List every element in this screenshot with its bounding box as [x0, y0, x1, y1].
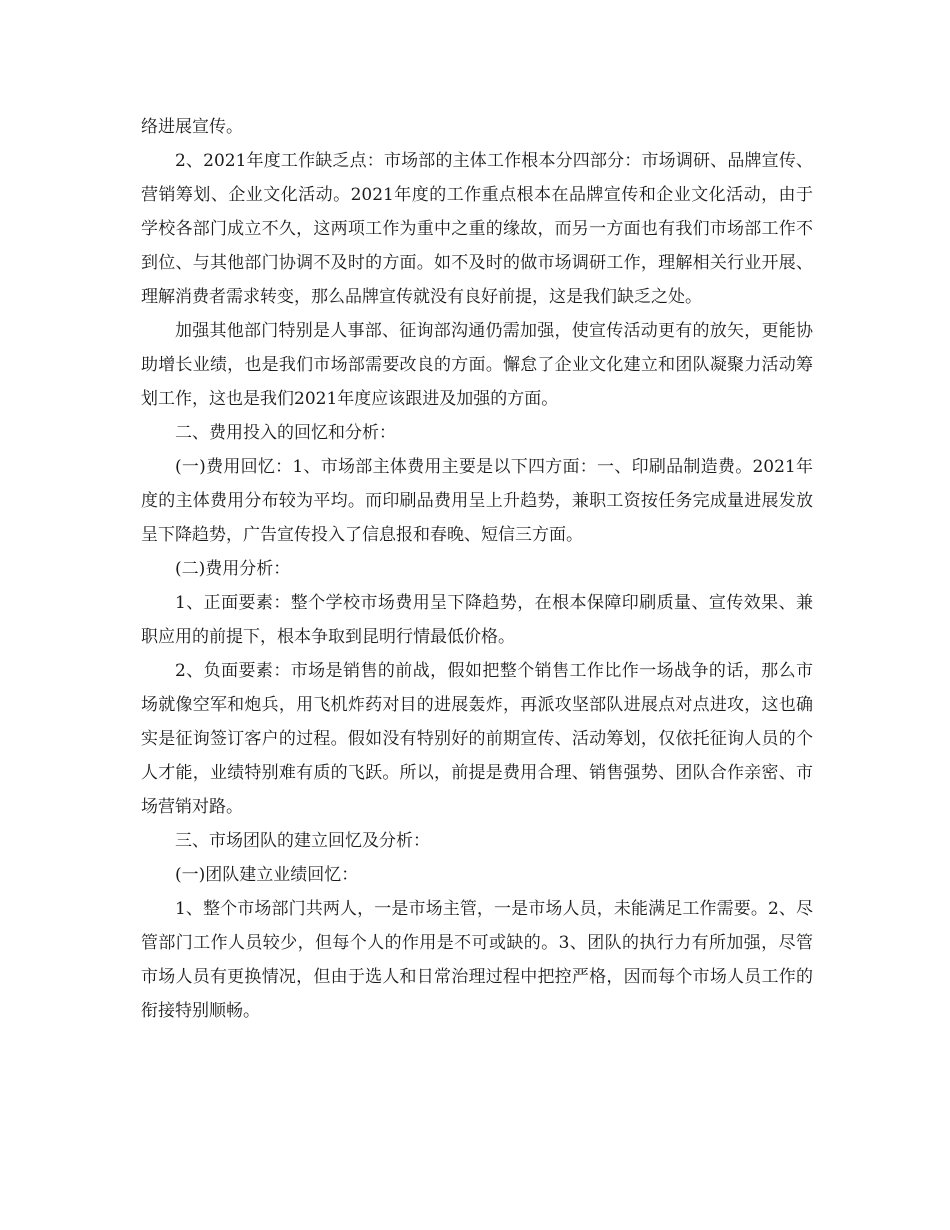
paragraph-shortcomings: 2、2021年度工作缺乏点：市场部的主体工作根本分四部分：市场调研、品牌宣传、营销筹划、企业文化活动。2021年度的工作重点根本在品牌宣传和企业文化活动，由于学校各部门成立不久，这两项工作为重中之重的缘故，而另一方面也有我们市场部工作不到位、与其他部门协调不及时的方面。如不及时的做市场调研工作，理解相关行业开展、理解消费者需求转变，那么品牌宣传就没有良好前提，这是我们缺乏之处。: [141, 151, 813, 307]
paragraph-continuation: 络进展宣传。: [141, 117, 243, 137]
section-heading-team: 三、市场团队的建立回忆及分析：: [175, 831, 430, 851]
subheading-team-review: (一)团队建立业绩回忆：: [175, 865, 359, 885]
section-heading-cost: 二、费用投入的回忆和分析：: [175, 423, 396, 443]
document-body: [141, 110, 813, 1028]
subheading-cost-analysis: (二)费用分析：: [175, 559, 291, 579]
paragraph-negative-factors: 2、负面要素：市场是销售的前战，假如把整个销售工作比作一场战争的话，那么市场就像空军和炮兵，用飞机炸药对目的进展轰炸，再派攻坚部队进展点对点进攻，这也确实是征询签订客户的过程。假如没有特别好的前期宣传、活动筹划，仅依托征询人员的个人才能，业绩特别难有质的飞跃。所以，前提是费用合理、销售强势、团队合作亲密、市场营销对路。: [141, 661, 813, 817]
paragraph-team-details: 1、整个市场部门共两人，一是市场主管，一是市场人员，未能满足工作需要。2、尽管部门工作人员较少，但每个人的作用是不可或缺的。3、团队的执行力有所加强，尽管市场人员有更换情况，但由于选人和日常治理过程中把控严格，因而每个市场人员工作的衔接特别顺畅。: [141, 899, 813, 1021]
paragraph-coordination: 加强其他部门特别是人事部、征询部沟通仍需加强，使宣传活动更有的放矢，更能协助增长业绩，也是我们市场部需要改良的方面。懈怠了企业文化建立和团队凝聚力活动筹划工作，这也是我们2021年度应该跟进及加强的方面。: [141, 321, 813, 409]
paragraph-positive-factors: 1、正面要素：整个学校市场费用呈下降趋势，在根本保障印刷质量、宣传效果、兼职应用的前提下，根本争取到昆明行情最低价格。: [141, 593, 813, 647]
paragraph-cost-review: (一)费用回忆：1、市场部主体费用主要是以下四方面：一、印刷品制造费。2021年度的主体费用分布较为平均。而印刷品费用呈上升趋势，兼职工资按任务完成量进展发放呈下降趋势，广告宣传投入了信息报和春晚、短信三方面。: [141, 457, 813, 545]
